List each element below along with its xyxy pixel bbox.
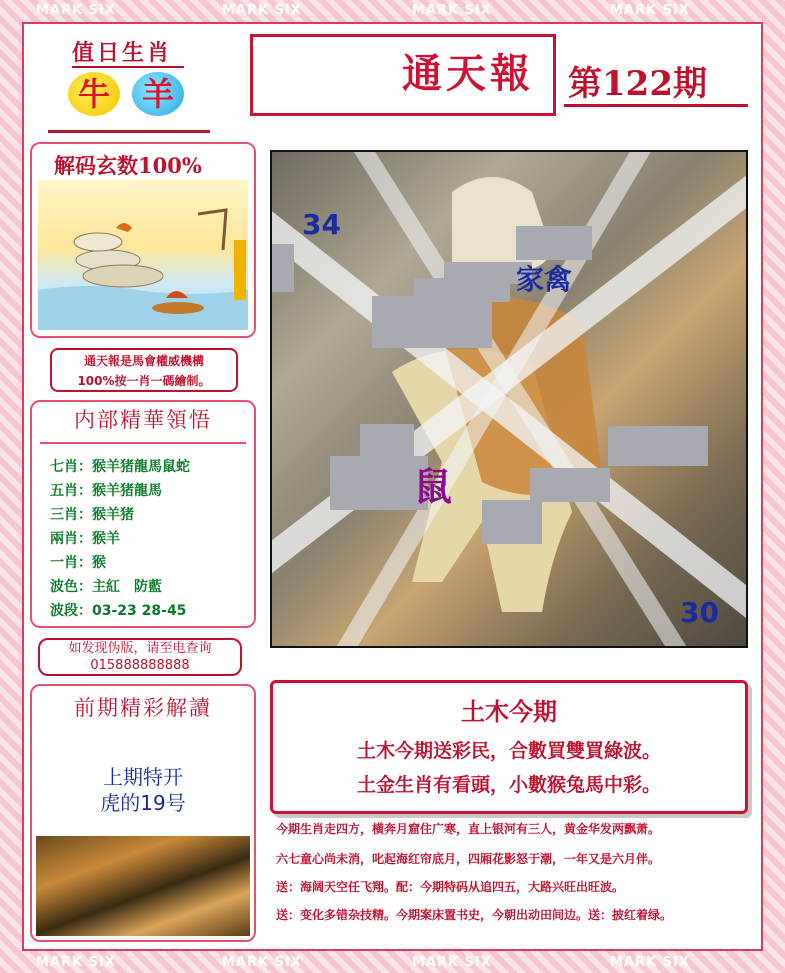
mosaic-block — [372, 296, 492, 348]
watermark: MARK SIX — [412, 3, 492, 18]
contact-phone: 015888888888 — [90, 658, 190, 673]
divider — [40, 442, 246, 444]
watermark: MARK SIX — [36, 3, 116, 18]
photo-label-poultry: 家禽 — [516, 263, 573, 296]
mosaic-block — [360, 424, 414, 458]
watermark: MARK SIX — [610, 955, 690, 970]
prediction-line: 五肖：猴羊猪龍馬 — [50, 483, 162, 499]
watermark: MARK SIX — [222, 955, 302, 970]
watermark: MARK SIX — [412, 955, 492, 970]
poem-line: 送：海阔天空任飞翔。配：今期特码从追四五，大路兴旺出旺波。 — [276, 880, 625, 894]
photo-number-bottom: 30 — [680, 596, 719, 629]
poem-line: 送：变化多错杂技精。今期案床置书史，今朝出动田间边。送：披红着绿。 — [276, 908, 673, 922]
contact-text: 如发现伪版，请至电查询 — [68, 641, 212, 656]
main-photo — [270, 150, 748, 648]
previous-line: 上期特开 — [103, 765, 183, 789]
mosaic-block — [608, 426, 708, 466]
photo-label-rat: 鼠 — [414, 464, 453, 509]
divider — [48, 130, 210, 133]
prediction-line: 波段：03-23 28-45 — [50, 603, 187, 619]
watermark: MARK SIX — [36, 955, 116, 970]
birds-illustration — [38, 180, 248, 330]
watermark: MARK SIX — [610, 3, 690, 18]
poem-line: 今期生肖走四方，横奔月窟住广寒，直上银河有三人，黄金华发两飘萧。 — [276, 822, 661, 836]
prediction-line: 波色：主紅 防藍 — [50, 579, 162, 595]
issue-number: 第122期 — [568, 64, 707, 104]
divider — [564, 104, 748, 107]
decode-title: 解码玄数100% — [54, 153, 202, 178]
inner-title: 内部精華領悟 — [74, 408, 212, 432]
divider — [72, 66, 184, 68]
prediction-line: 一肖：猴 — [50, 555, 106, 571]
prediction-line: 七肖：猴羊猪龍馬鼠蛇 — [50, 459, 190, 475]
tumu-line: 土金生肖有看頭，小數猴兔馬中彩。 — [356, 774, 661, 796]
zodiac-sign-goat: 羊 — [132, 72, 184, 116]
poem-line: 六七童心尚未消，叱起海红帘底月，四厢花影怒于潮，一年又是六月伴。 — [276, 852, 661, 866]
decode-note-line: 通天報是馬會權威機構 — [83, 354, 204, 368]
previous-result-text — [36, 764, 250, 816]
contact-notice — [38, 638, 242, 676]
mosaic-block — [482, 500, 542, 544]
tiger-photo — [36, 836, 250, 936]
zodiac-title: 值日生肖 — [72, 40, 173, 66]
photo-number-top: 34 — [302, 208, 341, 241]
prediction-line: 兩肖：猴羊 — [50, 531, 120, 547]
mosaic-block — [272, 244, 294, 292]
previous-line: 虎的19号 — [100, 791, 186, 815]
watermark: MARK SIX — [222, 3, 302, 18]
tumu-title: 土木今期 — [461, 697, 557, 726]
previous-title: 前期精彩解讀 — [74, 696, 212, 720]
page-title: 通天報 — [402, 50, 534, 97]
tumu-line: 土木今期送彩民，合數買雙買綠波。 — [356, 740, 661, 762]
mosaic-block — [516, 226, 592, 260]
decode-note — [50, 348, 238, 392]
decode-note-line: 100%按一肖一碼繪制。 — [77, 374, 211, 388]
zodiac-sign-ox: 牛 — [68, 72, 120, 116]
prediction-line: 三肖：猴羊猪 — [50, 507, 134, 523]
mosaic-block — [530, 468, 610, 502]
